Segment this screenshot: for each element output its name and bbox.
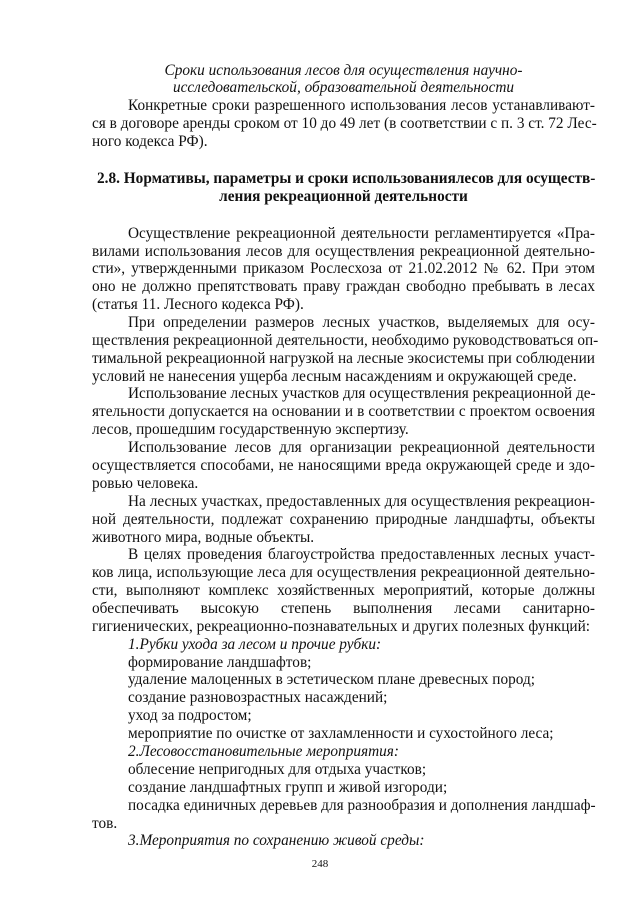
paragraph-line: ся в договоре аренды сроком от 10 до 49 лет (в соответствии с п. 3 ст. 72 Лес- [92,115,597,132]
list-title: 2.Лесовосстановительные мероприятия: [128,743,400,760]
list-title: 1.Рубки ухода за лесом и прочие рубки: [128,636,382,653]
paragraph-line: ровью человека. [92,475,199,492]
list-item: уход за подростом; [128,707,252,724]
list-item: мероприятие по очистке от захламленности и сухостойного леса; [128,725,554,742]
list-item: тов. [92,815,118,832]
paragraph-line: Конкретные сроки разрешенного использования лесов устанавливают- [128,97,595,114]
paragraph-line: Осуществление рекреационной деятельности регламентируется «Пра- [128,225,595,242]
paragraph-line: тимальной рекреационной нагрузкой на лесные экосистемы при соблюдении [92,350,595,367]
list-item: создание разновозрастных насаждений; [128,689,388,706]
paragraph-line: ществления рекреационной деятельности, необходимо руководствоваться оп- [92,332,599,349]
paragraph-line: условий не нанесения ущерба лесным насаждениям и окружающей среде. [92,368,577,385]
paragraph-line: На лесных участках, предоставленных для осуществления рекреацион- [128,493,595,510]
paragraph-line: Использование лесов для организации рекреационной деятельности [128,439,595,456]
list-title: 3.Мероприятия по сохранению живой среды: [128,832,425,849]
paragraph-line: гигиенических, рекреационно-познавательных и других полезных функций: [92,618,591,635]
list-item: создание ландшафтных групп и живой изгороди; [128,779,448,796]
list-item: посадка единичных деревьев для разнообразия и дополнения ландшаф- [128,797,596,814]
paragraph-line: осуществляется способами, не наносящими вреда окружающей среде и здо- [92,457,595,474]
section-heading-line: 2.8. Нормативы, параметры и сроки использованиялесов для осуществ- [97,170,596,187]
page-number: 248 [311,858,329,870]
paragraph-line: ков лица, использующие леса для осуществления рекреационной деятельно- [92,564,595,581]
section-heading-line: ления рекреационной деятельности [219,188,468,205]
list-item: формирование ландшафтов; [128,654,312,671]
paragraph-line: Использование лесных участков для осуществления рекреационной де- [128,385,596,402]
paragraph-line: (статья 11. Лесного кодекса РФ). [92,296,304,313]
paragraph-line: ной деятельности, подлежат сохранению природные ландшафты, объекты [92,511,595,528]
paragraph-line: оно не должно препятствовать праву граждан свободно пребывать в лесах [92,278,595,295]
paragraph-line: животного мира, водные объекты. [92,529,315,546]
list-item: удаление малоценных в эстетическом плане древесных пород; [128,671,535,688]
paragraph-line: обеспечивать высокую степень выполнения лесами санитарно- [92,600,595,617]
paragraph-line: ятельности допускается на основании и в соответствии с проектом освоения [92,403,595,420]
subheading-line: исследовательской, образовательной деятельности [172,79,515,96]
paragraph-line: лесов, прошедшим государственную экспертизу. [92,421,409,438]
paragraph-line: В целях проведения благоустройства предоставленных лесных участ- [128,546,595,563]
paragraph-line: ного кодекса РФ). [92,133,208,150]
subheading-line: Сроки использования лесов для осуществления научно- [164,62,523,79]
paragraph-line: сти, выполняют комплекс хозяйственных мероприятий, которые должны [92,582,595,599]
paragraph-line: вилами использования лесов для осуществления рекреационной деятельно- [92,243,595,260]
paragraph-line: сти», утвержденными приказом Рослесхоза от 21.02.2012 № 62. При этом [92,260,595,277]
list-item: облесение непригодных для отдыха участков; [128,761,427,778]
paragraph-line: При определении размеров лесных участков, выделяемых для осу- [128,314,595,331]
